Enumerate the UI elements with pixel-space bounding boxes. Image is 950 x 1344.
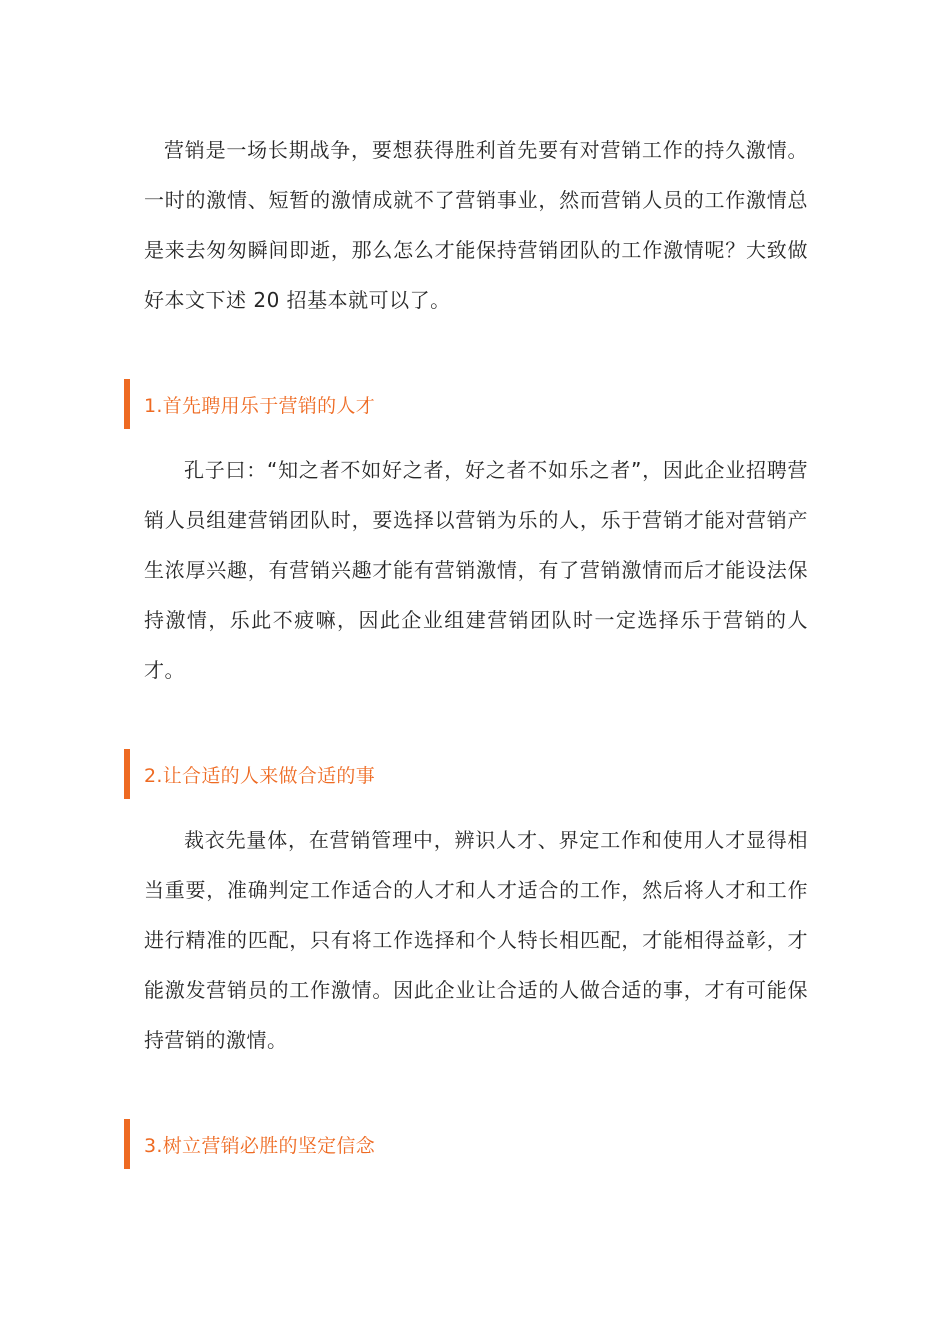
heading-accent-bar: [124, 379, 130, 429]
section-1-heading: [124, 379, 375, 429]
heading-accent-bar: [124, 749, 130, 799]
section-3-heading: [124, 1119, 375, 1169]
section-2-body: 裁衣先量体，在营销管理中，辨识人才、界定工作和使用人才显得相当重要，准确判定工作适合的人才和人才适合的工作，然后将人才和工作进行精准的匹配，只有将工作选择和个人特长相匹配，才能相得益彰，才能激发营销员的工作激情。因此企业让合适的人做合适的事，才有可能保持营销的激情。: [144, 828, 808, 1052]
section-2-title: 2.让合适的人来做合适的事: [144, 764, 376, 787]
heading-accent-bar: [124, 1119, 130, 1169]
section-1-body: 孔子曰：“知之者不如好之者，好之者不如乐之者”，因此企业招聘营销人员组建营销团队时，要选择以营销为乐的人，乐于营销才能对营销产生浓厚兴趣，有营销兴趣才能有营销激情，有了营销激情而后才能设法保持激情，乐此不疲嘛，因此企业组建营销团队时一定选择乐于营销的人才。: [144, 458, 808, 682]
intro-paragraph: 营销是一场长期战争，要想获得胜利首先要有对营销工作的持久激情。一时的激情、短暂的激情成就不了营销事业，然而营销人员的工作激情总是来去匆匆瞬间即逝，那么怎么才能保持营销团队的工作激情呢？大致做好本文下述 20 招基本就可以了。: [144, 138, 808, 312]
section-1-title: 1.首先聘用乐于营销的人才: [144, 394, 376, 417]
section-3-title: 3.树立营销必胜的坚定信念: [144, 1134, 376, 1157]
section-2-heading: [124, 749, 375, 799]
